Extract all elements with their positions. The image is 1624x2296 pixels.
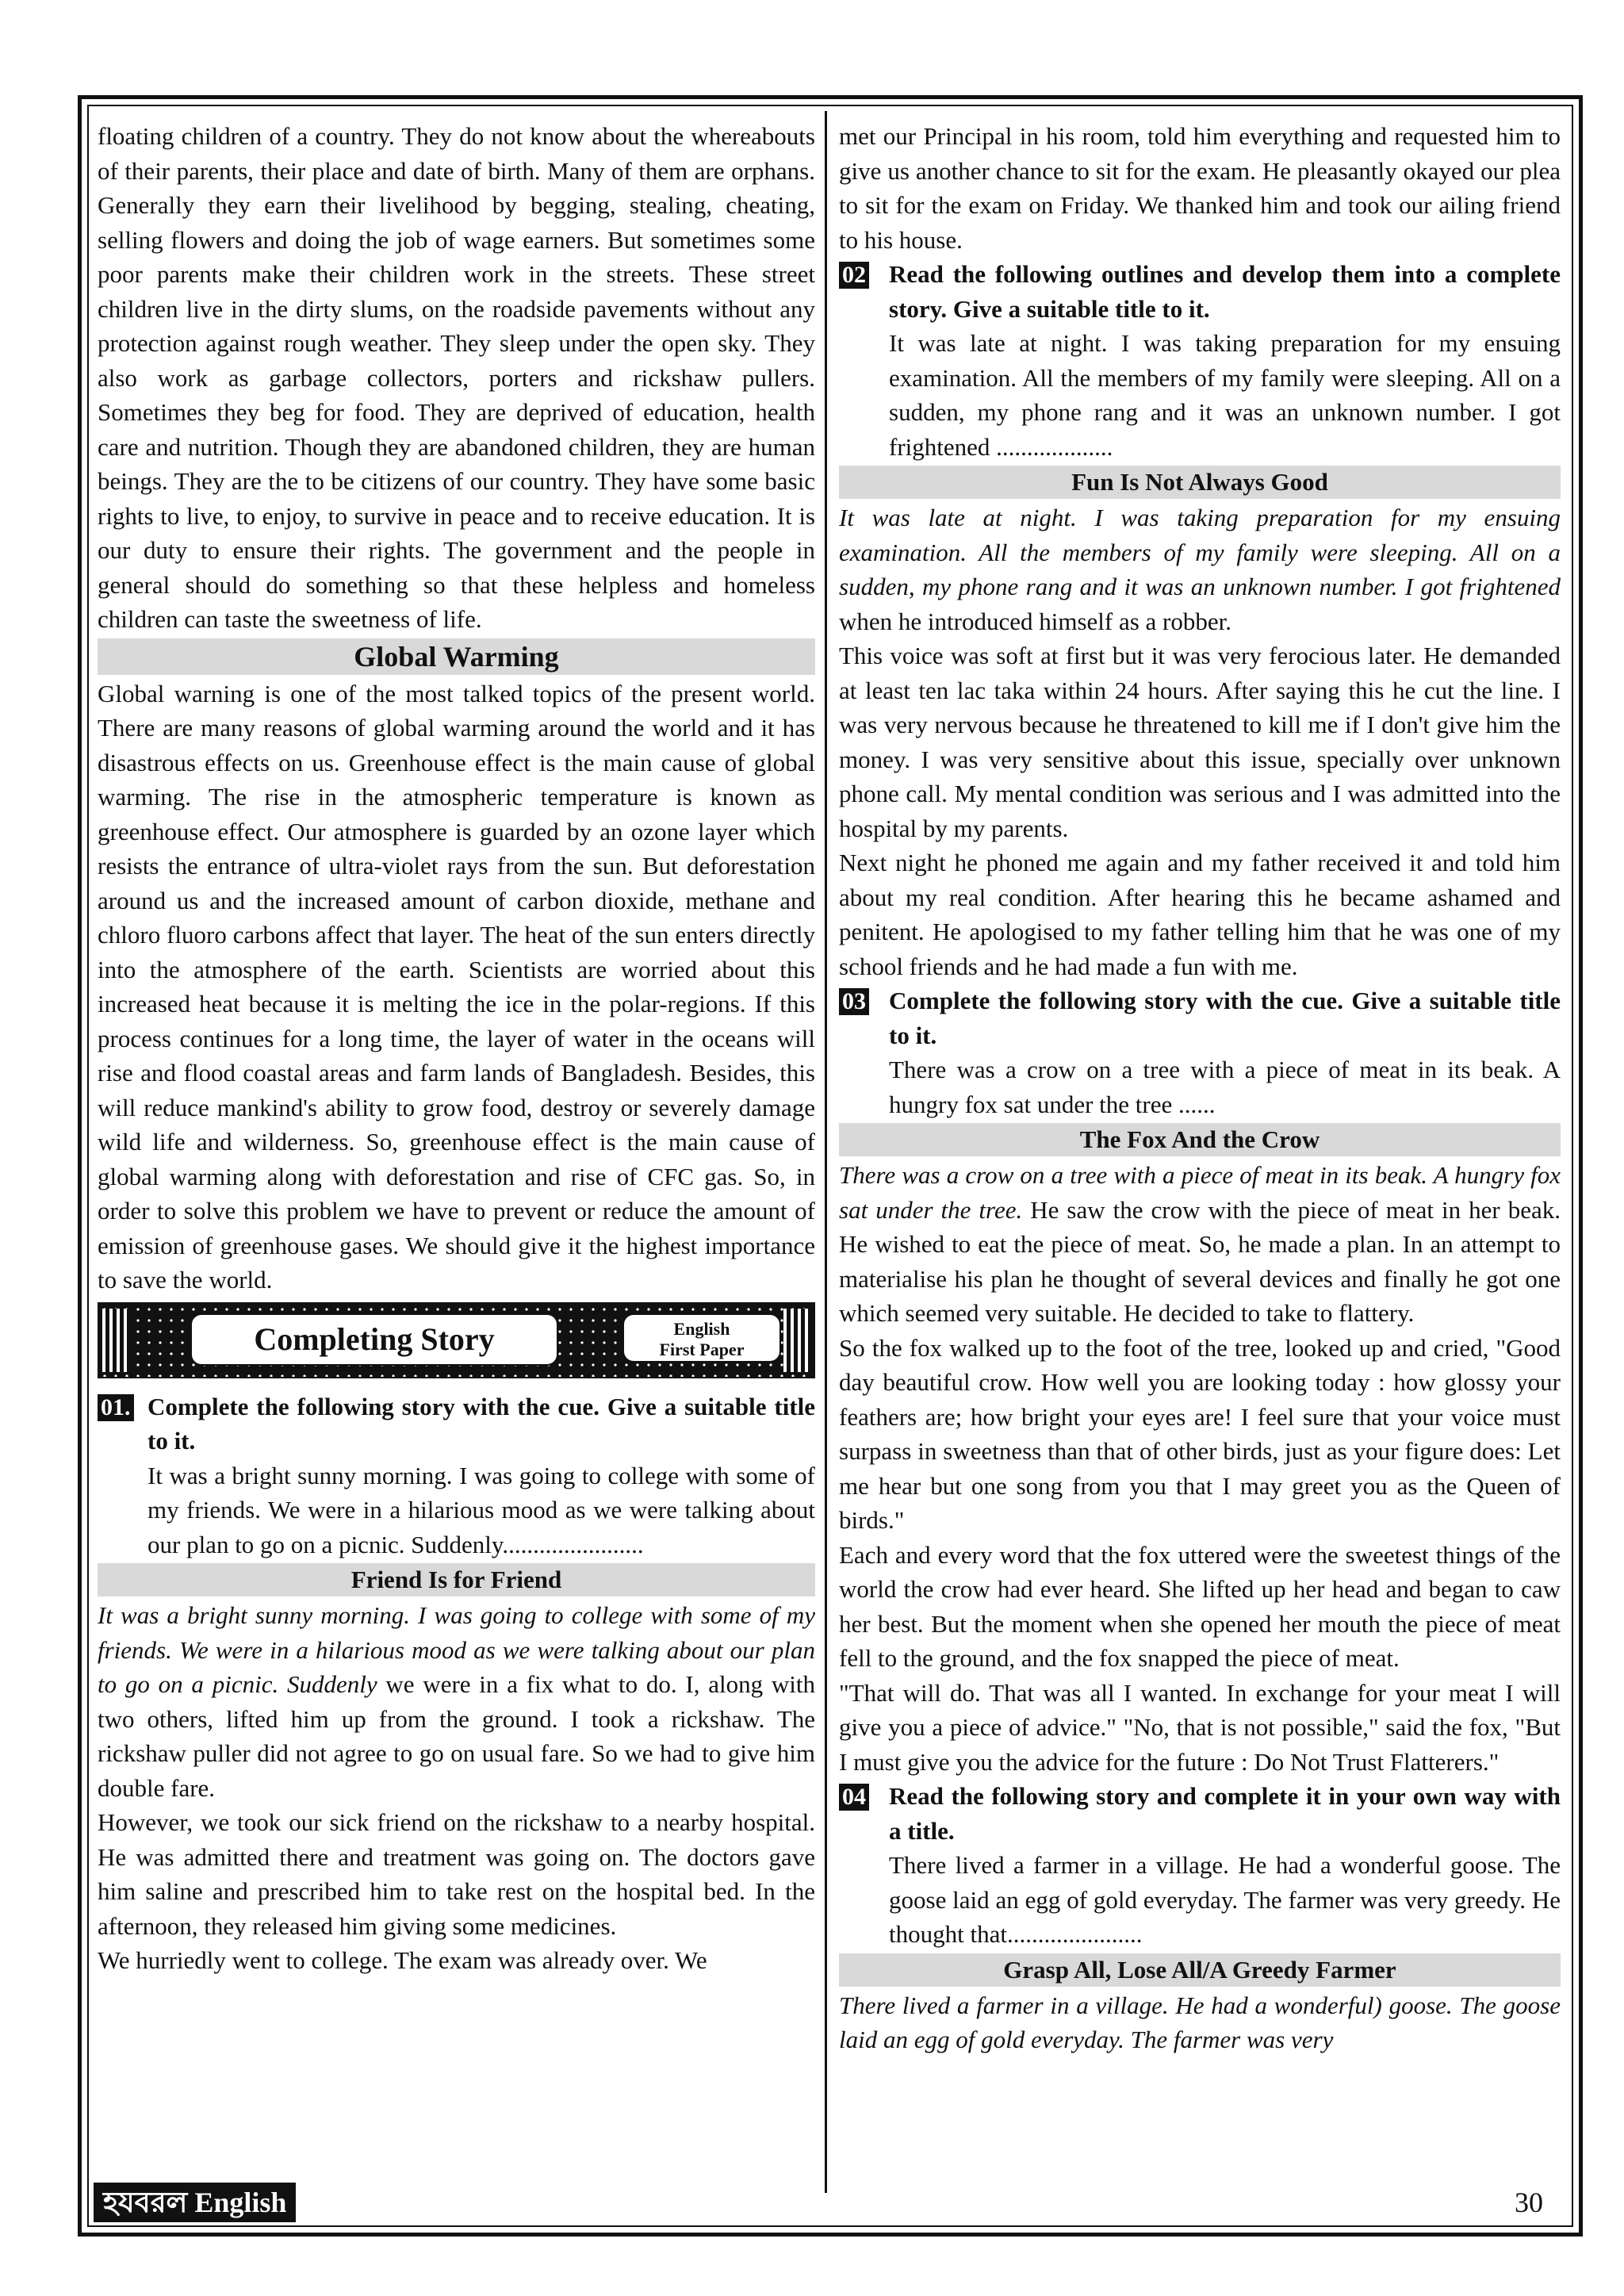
- question-instruction: Complete the following story with the cue. Give a suitable title to it.: [147, 1392, 815, 1455]
- story3-paragraph2: So the fox walked up to the foot of the tree, looked up and cried, "Good day beautiful crow. How well you are looking today : how glossy your feathers are; how bright your eyes are! I feel sure that your voice must surpass in sweetness than that of other birds, just as your figure does: Let me hear but one song from you that I may greet you as the Queen of birds.": [839, 1333, 1561, 1534]
- story1-paragraph1: [98, 1598, 815, 1805]
- banner-tag: [622, 1313, 781, 1363]
- question-instruction: Read the following story and complete it in your own way with a title.: [889, 1782, 1561, 1845]
- page-number: 30: [1515, 2187, 1543, 2218]
- question-number: 02: [839, 262, 869, 289]
- story1-paragraph2: However, we took our sick friend on the rickshaw to a nearby hospital. He was admitted there and treatment was going on. The doctors gave him saline and prescribed him to take rest on the hospital bed. In the afternoon, they released him giving some medicines.: [98, 1808, 815, 1940]
- story1-continued: met our Principal in his room, told him everything and requested him to give us another chance to sit for the exam. He pleasantly okayed our plea to sit for the exam on Friday. We thanked him and took our ailing friend to his house.: [839, 122, 1561, 254]
- story3-continuation: He saw the crow with the piece of meat in her beak. He wished to eat the piece of meat. So, he made a plan. In an attempt to materialise his plan he thought of several devices and finally he got one which seemed very suitable. He decided to take to flattery.: [839, 1195, 1561, 1327]
- right-column: [839, 119, 1561, 2057]
- question-number: 01.: [98, 1394, 134, 1421]
- story2-paragraph3: Next night he phoned me again and my father received it and told him about my real condition. After hearing this he became ashamed and penitent. He apologised to my father telling him that he was one of my school friends and he had made a fun with me.: [839, 849, 1561, 980]
- question-number: 04: [839, 1784, 869, 1811]
- question-04: [839, 1779, 1561, 1952]
- question-cue: It was late at night. I was taking preparation for my ensuing examination. All the members of my family were sleeping. All on a sudden, my phone rang and it was an unknown number. I got frightened ...................: [889, 329, 1561, 461]
- global-warming-heading: Global Warming: [98, 638, 815, 675]
- story3-cue-italic: There was a crow on a tree with a piece of meat in its beak. A hungry fox sat under the tree.: [839, 1161, 1561, 1224]
- banner-tag-line2: First Paper: [659, 1339, 745, 1359]
- banner-title: Completing Story: [190, 1313, 558, 1366]
- question-01: [98, 1389, 815, 1562]
- story2-paragraph2: This voice was soft at first but it was very ferocious later. He demanded at least ten lac taka within 24 hours. After saying this he cut the line. I was very nervous because he threatened to kill me if I don't give him the money. I was very sensitive about this issue, specially over unknown phone call. My mental condition was serious and I was admitted into the hospital by my parents.: [839, 642, 1561, 842]
- story3-paragraph1: [839, 1158, 1561, 1331]
- story4-paragraph1: There lived a farmer in a village. He had a wonderful) goose. The goose laid an egg of gold everyday. The farmer was very: [839, 1991, 1561, 2053]
- question-instruction: Complete the following story with the cue. Give a suitable title to it.: [889, 987, 1561, 1049]
- footer-logo: হযবরল English: [94, 2183, 296, 2222]
- completing-story-banner: [98, 1302, 815, 1378]
- story1-paragraph3: We hurriedly went to college. The exam was already over. We: [98, 1946, 707, 1974]
- question-cue: There was a crow on a tree with a piece of meat in its beak. A hungry fox sat under the tree ......: [889, 1056, 1561, 1118]
- story4-title: Grasp All, Lose All/A Greedy Farmer: [839, 1953, 1561, 1987]
- story1-cue-italic: It was a bright sunny morning. I was going to college with some of my friends. We were in a hilarious mood as we were talking about our plan to go on a picnic. Suddenly: [98, 1601, 815, 1698]
- story2-paragraph1: [839, 500, 1561, 638]
- question-number: 03: [839, 988, 869, 1015]
- story3-paragraph3: Each and every word that the fox uttered were the sweetest things of the world the crow had ever heard. She lifted up her head and began to caw her best. But the moment when she opened her mouth the piece of meat fell to the ground, and the fox snapped the piece of meat.: [839, 1540, 1561, 1672]
- story3-paragraph4: "That will do. That was all I wanted. In exchange for your meat I will give you a piece of advice." "No, that is not possible," said the fox, "But I must give you the advice for the future : Do Not Trust Flatterers.": [839, 1678, 1561, 1776]
- banner-stripes-left: [102, 1309, 129, 1372]
- story3-title: The Fox And the Crow: [839, 1123, 1561, 1156]
- banner-stripes-right: [783, 1309, 810, 1372]
- global-warming-paragraph: Global warning is one of the most talked topics of the present world. There are many reasons of global warming around the world and it has disastrous effects on us. Greenhouse effect is the main cause of global warming. The rise in the atmospheric temperature is known as greenhouse effect. Our atmosphere is guarded by an ozone layer which resists the entrance of ultra-violet rays from the sun. But deforestation around us and the increased amount of carbon dioxide, methane and chloro fluoro carbons affect that layer. The heat of the sun enters directly into the atmosphere of the earth. Scientists are worried about this increased heat because it is melting the ice in the polar-regions. If this process continues for a long time, the layer of water in the oceans will rise and flood coastal areas and farm lands of Bangladesh. Besides, this will reduce mankind's ability to grow food, destroy or severely damage wild life and wilderness. So, greenhouse effect is the main cause of global warming along with deforestation and rise of CFC gas. So, in order to solve this problem we have to prevent or reduce the amount of emission of greenhouse gases. We should give it the highest importance to save the world.: [98, 679, 815, 1294]
- question-instruction: Read the following outlines and develop them into a complete story. Give a suitable title to it.: [889, 260, 1561, 323]
- question-03: [839, 983, 1561, 1121]
- left-column: [98, 119, 815, 1978]
- story2-title: Fun Is Not Always Good: [839, 466, 1561, 499]
- story2-continuation: when he introduced himself as a robber.: [839, 607, 1231, 635]
- question-cue: It was a bright sunny morning. I was going to college with some of my friends. We were in a hilarious mood as we were talking about our plan to go on a picnic. Suddenly.......................: [147, 1461, 815, 1558]
- question-02: [839, 257, 1561, 464]
- street-children-paragraph: floating children of a country. They do not know about the whereabouts of their parents, their place and date of birth. Many of them are orphans. Generally they earn their livelihood by begging, stealing, cheating, selling flowers and doing the job of wage earners. But sometimes some poor parents make their children work in the streets. These street children live in the dirty slums, on the roadside pavements without any protection against rough weather. They sleep under the open sky. They also work as garbage collectors, porters and rickshaw pullers. Sometimes they beg for food. They are deprived of education, health care and nutrition. Though they are abandoned children, they are human beings. They are the to be citizens of our country. They have some basic rights to live, to enjoy, to survive in peace and to receive education. It is our duty to ensure their rights. The government and the people in general should do something so that these helpless and homeless children can taste the sweetness of life.: [98, 122, 815, 633]
- column-divider: [825, 111, 827, 2193]
- story1-continuation: we were in a fix what to do. I, along with two others, lifted him up from the ground. I took a rickshaw. The rickshaw puller did not agree to go on usual fare. So we had to give him double fare.: [98, 1670, 815, 1802]
- question-cue: There lived a farmer in a village. He had a wonderful goose. The goose laid an egg of gold everyday. The farmer was very greedy. He thought that......................: [889, 1851, 1561, 1948]
- story1-title: Friend Is for Friend: [98, 1563, 815, 1596]
- story2-cue-italic: It was late at night. I was taking preparation for my ensuing examination. All the members of my family were sleeping. All on a sudden, my phone rang and it was an unknown number. I got frightened: [839, 504, 1561, 600]
- banner-tag-line1: English: [673, 1318, 730, 1339]
